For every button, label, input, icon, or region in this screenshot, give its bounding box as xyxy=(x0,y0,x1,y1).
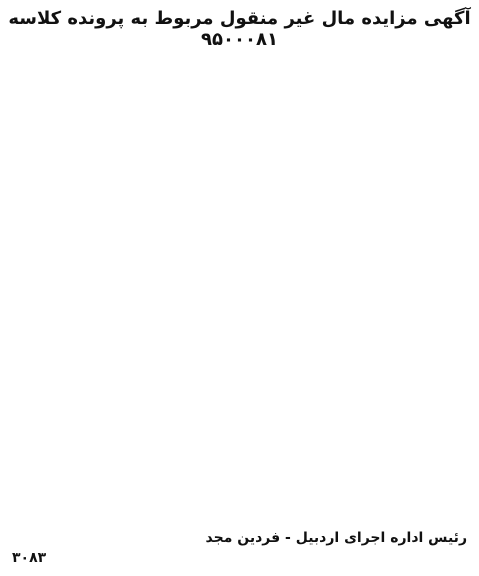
document-body xyxy=(8,56,471,546)
signature-line: رئیس اداره اجرای اردبیل - فردین مجد xyxy=(205,530,467,546)
reference-number: ۳۰۸۳ xyxy=(12,550,47,566)
document-title: آگهی مزایده مال غیر منقول مربوط به پرونده کلاسه ۹۵۰۰۰۸۱ xyxy=(8,8,471,50)
